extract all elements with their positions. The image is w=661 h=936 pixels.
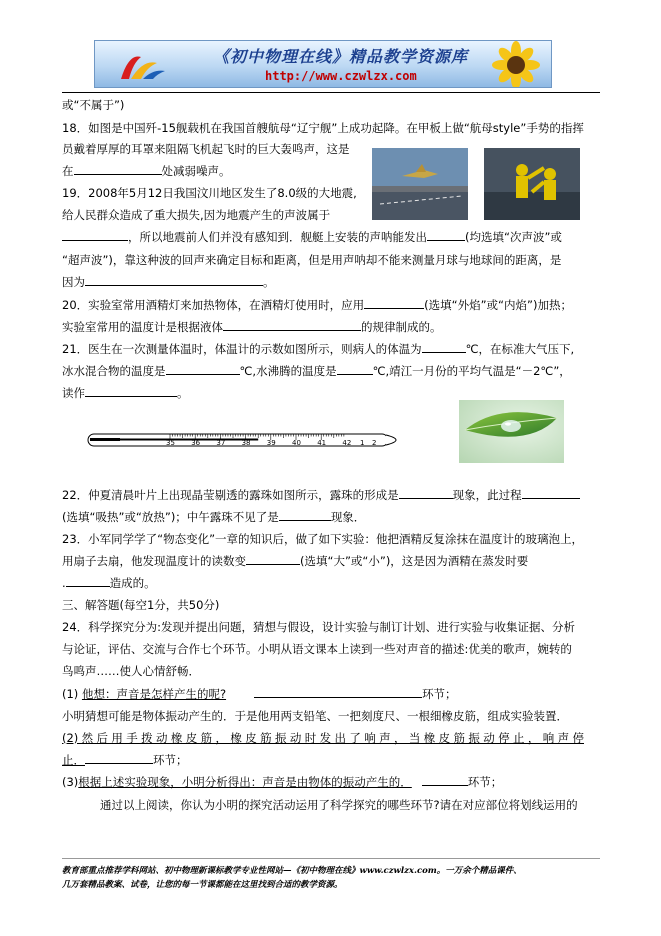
answer-blank[interactable] xyxy=(422,341,466,353)
clinical-thermometer xyxy=(86,425,408,453)
thermometer-tick-label: 41 xyxy=(317,439,327,447)
question-23-line xyxy=(62,553,528,569)
text-fragment: (选填“大”或“小”)，这是因为酒精在蒸发时要 xyxy=(300,554,529,568)
question-22-line xyxy=(62,509,365,525)
banner-url[interactable]: http://www.czwlzx.com xyxy=(265,69,417,83)
question-23-line xyxy=(62,575,156,591)
sunflower-image xyxy=(483,41,549,88)
text-fragment: 造成的。 xyxy=(109,576,156,590)
question-19-line: “超声波”)，靠这种波的回声来确定目标和距离，但是用声呐却不能来测量月球与地球间的距离，是 xyxy=(62,253,562,267)
answer-blank[interactable] xyxy=(364,297,424,309)
question-20-line xyxy=(62,319,442,335)
question-19-answer-line xyxy=(62,274,275,290)
question-21-line xyxy=(62,341,574,357)
underlined-text: 他想：声音是怎样产生的呢? xyxy=(81,687,227,701)
section-heading: 三、解答题(每空1分，共50分) xyxy=(62,598,220,612)
question-19-answer-line xyxy=(62,229,562,245)
text-line: 或“不属于”) xyxy=(62,98,125,112)
answer-blank[interactable] xyxy=(254,686,422,698)
text-fragment: 读作 xyxy=(62,386,85,400)
header-banner xyxy=(94,40,552,88)
answer-blank[interactable] xyxy=(223,319,361,331)
text-fragment: 。 xyxy=(263,275,275,289)
footer-line: 教育部重点推荐学科网站、初中物理新课标教学专业性网站—《初中物理在线》www.czwlzx.com。一万余个精品课件、 xyxy=(62,866,522,876)
text-fragment: 因为 xyxy=(62,275,85,289)
text-fragment: 环节； xyxy=(422,687,457,701)
answer-blank[interactable] xyxy=(427,229,465,241)
answer-blank[interactable] xyxy=(85,752,153,764)
text-fragment: 环节； xyxy=(467,775,503,789)
answer-blank[interactable] xyxy=(66,575,110,587)
answer-blank[interactable] xyxy=(74,163,162,175)
question-19-line: 19．2008年5月12日我国汶川地区发生了8.0级的大地震, xyxy=(62,186,357,200)
answer-blank[interactable] xyxy=(279,509,331,521)
question-18-answer-line xyxy=(62,163,231,179)
footer-line: 几万套精品教案、试卷，让您的每一节课都能在这里找到合适的教学资源。 xyxy=(62,880,343,890)
answer-blank[interactable] xyxy=(337,363,373,375)
answer-blank[interactable] xyxy=(85,385,177,397)
question-24-line xyxy=(62,686,457,702)
thermometer-tick-label: 37 xyxy=(216,439,226,447)
flight-deck-crew-photo xyxy=(484,148,580,220)
text-fragment: 环节； xyxy=(153,753,188,767)
question-24-line: 鸟鸣声……使人心情舒畅． xyxy=(62,664,200,678)
site-logo xyxy=(117,49,167,83)
question-24-line xyxy=(62,752,188,768)
question-24-line xyxy=(62,774,502,790)
underlined-text: 根据上述实验现象，小明分析得出：声音是由物体的振动产生的． xyxy=(78,775,412,789)
text-fragment: (选填“外焰”或“内焰”)加热； xyxy=(424,298,572,312)
answer-blank[interactable] xyxy=(62,229,128,241)
thermometer-tick-label: 36 xyxy=(191,439,201,447)
text-fragment: 21．医生在一次测量体温时，体温计的示数如图所示，则病人的体温为 xyxy=(62,342,422,356)
question-19-line: 给人民群众造成了重大损失,因为地震产生的声波属于 xyxy=(62,208,331,222)
thermometer-tick-label: 39 xyxy=(266,439,276,447)
text-fragment: (1) xyxy=(62,687,79,701)
text-fragment: 处减弱噪声。 xyxy=(161,164,231,178)
text-fragment: ℃,水沸腾的温度是 xyxy=(239,364,337,378)
text-fragment: . xyxy=(62,576,66,590)
question-23-line: 23．小军同学学了“物态变化”一章的知识后，做了如下实验：他把酒精反复涂抹在温度计的玻璃泡上， xyxy=(62,532,584,546)
thermometer-tick-label: 40 xyxy=(292,439,301,447)
answer-blank[interactable] xyxy=(246,553,300,565)
underlined-text: (2)然后用手拨动橡皮筋，橡皮筋振动时发出了响声，当橡皮筋振动停止，响声停 xyxy=(62,731,584,745)
text-fragment: 现象，此过程 xyxy=(452,488,522,502)
question-24-line: 通过以上阅读，你认为小明的探究活动运用了科学探究的哪些环节?请在对应部位将划线运用的 xyxy=(100,798,578,812)
answer-blank[interactable] xyxy=(85,274,263,286)
thermometer-tick-label: 42 xyxy=(342,439,352,447)
answer-blank[interactable] xyxy=(522,487,580,499)
question-24-line: 小明猜想可能是物体振动产生的．于是他用两支铅笔、一把刻度尺、一根细橡皮筋，组成实验装置． xyxy=(62,709,568,723)
text-fragment: 实验室常用的温度计是根据液体 xyxy=(62,320,223,334)
text-fragment: 用扇子去扇，他发现温度计的读数变 xyxy=(62,554,246,568)
thermometer-tick-label: 35 xyxy=(166,439,175,447)
answer-blank[interactable] xyxy=(166,363,240,375)
text-fragment: (选填“吸热”或“放热”)；中午露珠不见了是 xyxy=(62,510,279,524)
question-18-line: 18．如图是中国歼-15舰载机在我国首艘航母“辽宁舰”上成功起降。在甲板上做“航母style”手势的指挥 xyxy=(62,121,584,135)
question-24-line: 24．科学探究分为:发现并提出问题，猜想与假设，设计实验与制订计划、进行实验与收集证据、分析 xyxy=(62,620,576,634)
question-21-line xyxy=(62,363,571,379)
underlined-text: 止． xyxy=(62,753,85,767)
banner-title: 《初中物理在线》精品教学资源库 xyxy=(213,47,469,66)
question-18-line: 员戴着厚厚的耳罩来阻隔飞机起飞时的巨大轰鸣声，这是 xyxy=(62,142,350,156)
text-fragment: 现象． xyxy=(330,510,366,524)
question-20-line xyxy=(62,297,572,313)
thermometer-tick-label: 1 xyxy=(360,439,365,447)
text-fragment: 。 xyxy=(177,386,189,400)
question-22-line xyxy=(62,487,580,503)
thermometer-tick-label: 2 xyxy=(372,439,377,447)
answer-blank[interactable] xyxy=(399,487,453,499)
text-fragment: ℃，在标准大气压下, xyxy=(465,342,575,356)
text-fragment: (均选填“次声波”或 xyxy=(465,230,562,244)
text-fragment: ，所以地震前人们并没有感知到．舰艇上安装的声呐能发出 xyxy=(128,230,427,244)
text-fragment: 22．仲夏清晨叶片上出现晶莹剔透的露珠如图所示，露珠的形成是 xyxy=(62,488,399,502)
text-fragment: 的规律制成的。 xyxy=(361,320,442,334)
question-24-line: 与论证，评估、交流与合作七个环节。小明从语文课本上读到一些对声音的描述:优美的歌声，婉转的 xyxy=(62,642,572,656)
header-rule xyxy=(62,92,600,93)
text-fragment: ℃,靖江一月份的平均气温是“－2℃”， xyxy=(372,364,571,378)
text-fragment: 20．实验室常用酒精灯来加热物体，在酒精灯使用时，应用 xyxy=(62,298,365,312)
carrier-jet-photo xyxy=(372,148,468,220)
dewdrop-leaf-photo xyxy=(459,400,564,463)
answer-blank[interactable] xyxy=(422,774,468,786)
footer-rule xyxy=(62,858,600,859)
text-fragment: 在 xyxy=(62,164,74,178)
question-21-line xyxy=(62,385,189,401)
text-fragment: (3) xyxy=(62,775,79,789)
thermometer-tick-label: 38 xyxy=(241,439,251,447)
text-fragment: 冰水混合物的温度是 xyxy=(62,364,166,378)
